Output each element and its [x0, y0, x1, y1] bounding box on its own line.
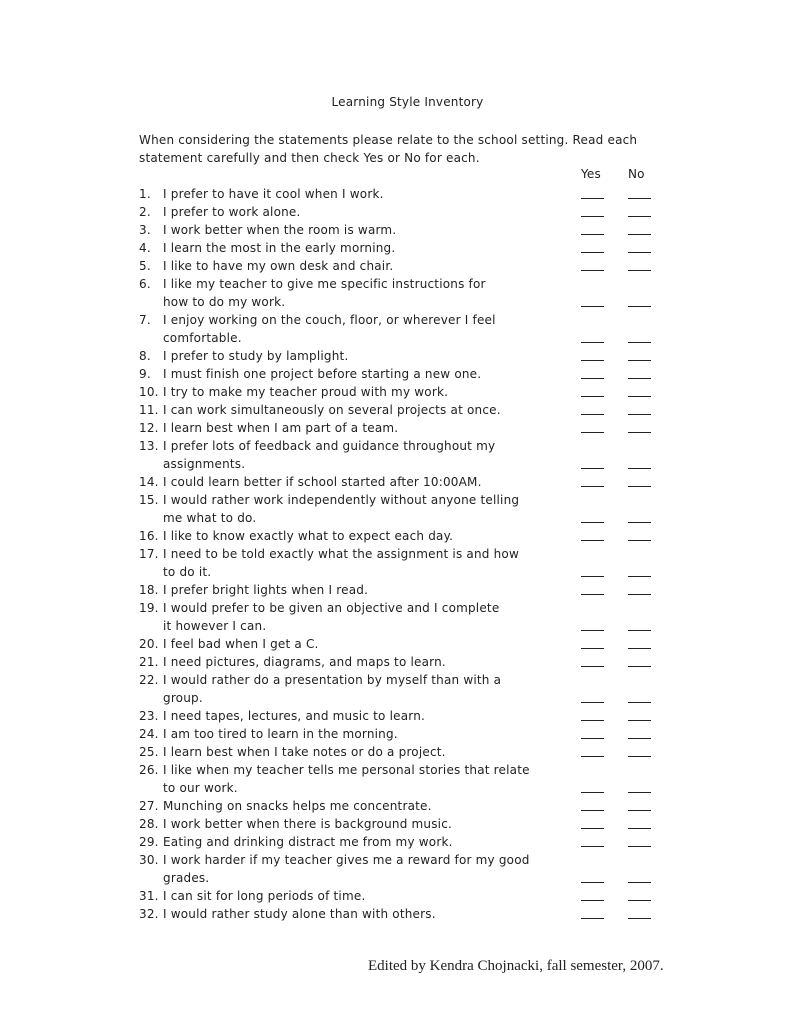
item-statement	[163, 347, 533, 365]
item-number: 4.	[139, 241, 151, 255]
statement-line: comfortable.	[163, 331, 242, 345]
yes-answer-blank[interactable]	[581, 756, 604, 757]
item-number: 27.	[139, 799, 159, 813]
statement-line: I can work simultaneously on several projects at once.	[163, 403, 501, 417]
item-statement	[163, 203, 533, 221]
statement-line: how to do my work.	[163, 295, 286, 309]
item-number: 31.	[139, 889, 159, 903]
statement-line: I like when my teacher tells me personal stories that relate	[163, 763, 530, 777]
item-statement	[163, 545, 533, 581]
yes-answer-blank[interactable]	[581, 900, 604, 901]
statement-line: to our work.	[163, 781, 238, 795]
yes-answer-blank[interactable]	[581, 540, 604, 541]
statement-line: I prefer to study by lamplight.	[163, 349, 349, 363]
yes-answer-blank[interactable]	[581, 522, 604, 523]
item-statement	[163, 761, 533, 797]
inventory-list	[139, 185, 659, 923]
no-answer-blank[interactable]	[628, 810, 651, 811]
inventory-item	[139, 635, 659, 653]
yes-answer-blank[interactable]	[581, 630, 604, 631]
yes-answer-blank[interactable]	[581, 342, 604, 343]
item-statement	[163, 707, 533, 725]
no-answer-blank[interactable]	[628, 342, 651, 343]
item-statement	[163, 419, 533, 437]
item-statement	[163, 671, 533, 707]
yes-answer-blank[interactable]	[581, 360, 604, 361]
statement-line: Munching on snacks helps me concentrate.	[163, 799, 432, 813]
inventory-item	[139, 905, 659, 923]
statement-line: I would rather study alone than with others.	[163, 907, 436, 921]
statement-line: I can sit for long periods of time.	[163, 889, 366, 903]
yes-answer-blank[interactable]	[581, 378, 604, 379]
statement-line: I work better when the room is warm.	[163, 223, 397, 237]
inventory-item	[139, 671, 659, 707]
no-answer-blank[interactable]	[628, 738, 651, 739]
statement-line: I feel bad when I get a C.	[163, 637, 319, 651]
yes-answer-blank[interactable]	[581, 738, 604, 739]
inventory-item	[139, 653, 659, 671]
inventory-item	[139, 725, 659, 743]
yes-answer-blank[interactable]	[581, 576, 604, 577]
no-answer-blank[interactable]	[628, 720, 651, 721]
statement-line: I prefer to work alone.	[163, 205, 301, 219]
inventory-item	[139, 545, 659, 581]
statement-line: assignments.	[163, 457, 246, 471]
yes-answer-blank[interactable]	[581, 414, 604, 415]
statement-line: I would prefer to be given an objective and I complete	[163, 601, 500, 615]
no-answer-blank[interactable]	[628, 594, 651, 595]
no-answer-blank[interactable]	[628, 900, 651, 901]
inventory-item	[139, 581, 659, 599]
inventory-item	[139, 473, 659, 491]
statement-line: Eating and drinking distract me from my work.	[163, 835, 453, 849]
no-answer-blank[interactable]	[628, 270, 651, 271]
no-answer-blank[interactable]	[628, 198, 651, 199]
statement-line: I like my teacher to give me specific instructions for	[163, 277, 486, 291]
inventory-item	[139, 797, 659, 815]
statement-line: I prefer lots of feedback and guidance throughout my	[163, 439, 496, 453]
item-number: 14.	[139, 475, 159, 489]
inventory-item	[139, 347, 659, 365]
statement-line: I must finish one project before starting a new one.	[163, 367, 482, 381]
inventory-item	[139, 275, 659, 311]
no-answer-blank[interactable]	[628, 756, 651, 757]
yes-answer-blank[interactable]	[581, 918, 604, 919]
item-number: 13.	[139, 439, 159, 453]
statement-line: I could learn better if school started after 10:00AM.	[163, 475, 482, 489]
item-number: 19.	[139, 601, 159, 615]
statement-line: I enjoy working on the couch, floor, or wherever I feel	[163, 313, 496, 327]
inventory-item	[139, 221, 659, 239]
footer-credit: Edited by Kendra Chojnacki, fall semester, 2007.	[368, 958, 664, 974]
inventory-item	[139, 185, 659, 203]
item-number: 18.	[139, 583, 159, 597]
item-statement	[163, 473, 533, 491]
item-statement	[163, 275, 533, 311]
inventory-item	[139, 707, 659, 725]
item-statement	[163, 239, 533, 257]
item-statement	[163, 401, 533, 419]
no-answer-blank[interactable]	[628, 234, 651, 235]
no-answer-blank[interactable]	[628, 576, 651, 577]
no-answer-blank[interactable]	[628, 792, 651, 793]
inventory-item	[139, 401, 659, 419]
yes-answer-blank[interactable]	[581, 720, 604, 721]
item-number: 29.	[139, 835, 159, 849]
page-title: Learning Style Inventory	[331, 95, 484, 109]
item-statement	[163, 887, 533, 905]
yes-answer-blank[interactable]	[581, 306, 604, 307]
instructions-paragraph: When considering the statements please relate to the school setting. Read each statement carefully and then check Yes or No for each.	[139, 133, 638, 165]
yes-answer-blank[interactable]	[581, 846, 604, 847]
item-statement	[163, 743, 533, 761]
statement-line: me what to do.	[163, 511, 257, 525]
inventory-item	[139, 761, 659, 797]
no-answer-blank[interactable]	[628, 486, 651, 487]
item-statement	[163, 833, 533, 851]
item-number: 12.	[139, 421, 159, 435]
inventory-item	[139, 599, 659, 635]
statement-line: I work harder if my teacher gives me a reward for my good	[163, 853, 530, 867]
item-number: 3.	[139, 223, 151, 237]
inventory-item	[139, 203, 659, 221]
inventory-item	[139, 311, 659, 347]
inventory-item	[139, 257, 659, 275]
item-number: 20.	[139, 637, 159, 651]
item-statement	[163, 581, 533, 599]
no-answer-blank[interactable]	[628, 306, 651, 307]
inventory-item	[139, 833, 659, 851]
no-answer-blank[interactable]	[628, 702, 651, 703]
item-statement	[163, 851, 533, 887]
item-number: 11.	[139, 403, 159, 417]
no-answer-blank[interactable]	[628, 396, 651, 397]
yes-answer-blank[interactable]	[581, 396, 604, 397]
yes-answer-blank[interactable]	[581, 432, 604, 433]
inventory-item	[139, 239, 659, 257]
item-number: 10.	[139, 385, 159, 399]
no-answer-blank[interactable]	[628, 216, 651, 217]
item-number: 32.	[139, 907, 159, 921]
statement-line: it however I can.	[163, 619, 267, 633]
no-answer-blank[interactable]	[628, 918, 651, 919]
yes-column-header: Yes	[581, 167, 601, 181]
item-number: 23.	[139, 709, 159, 723]
no-answer-blank[interactable]	[628, 378, 651, 379]
item-statement	[163, 635, 533, 653]
statement-line: I try to make my teacher proud with my work.	[163, 385, 449, 399]
item-number: 26.	[139, 763, 159, 777]
inventory-item	[139, 743, 659, 761]
inventory-item	[139, 815, 659, 833]
item-statement	[163, 383, 533, 401]
statement-line: I prefer to have it cool when I work.	[163, 187, 384, 201]
statement-line: I would rather work independently without anyone telling	[163, 493, 520, 507]
statement-line: I prefer bright lights when I read.	[163, 583, 369, 597]
no-answer-blank[interactable]	[628, 540, 651, 541]
yes-answer-blank[interactable]	[581, 702, 604, 703]
no-column-header: No	[628, 167, 645, 181]
no-answer-blank[interactable]	[628, 648, 651, 649]
inventory-item	[139, 437, 659, 473]
yes-answer-blank[interactable]	[581, 234, 604, 235]
no-answer-blank[interactable]	[628, 468, 651, 469]
statement-line: I learn best when I am part of a team.	[163, 421, 399, 435]
item-statement	[163, 815, 533, 833]
statement-line: I like to know exactly what to expect each day.	[163, 529, 454, 543]
item-number: 7.	[139, 313, 151, 327]
yes-answer-blank[interactable]	[581, 792, 604, 793]
item-number: 24.	[139, 727, 159, 741]
item-statement	[163, 725, 533, 743]
statement-line: I need pictures, diagrams, and maps to learn.	[163, 655, 446, 669]
statement-line: group.	[163, 691, 203, 705]
inventory-item	[139, 491, 659, 527]
statement-line: I learn best when I take notes or do a project.	[163, 745, 446, 759]
no-answer-blank[interactable]	[628, 360, 651, 361]
inventory-item	[139, 527, 659, 545]
item-number: 2.	[139, 205, 151, 219]
no-answer-blank[interactable]	[628, 252, 651, 253]
yes-answer-blank[interactable]	[581, 468, 604, 469]
statement-line: grades.	[163, 871, 210, 885]
yes-answer-blank[interactable]	[581, 252, 604, 253]
inventory-item	[139, 365, 659, 383]
inventory-item	[139, 887, 659, 905]
no-answer-blank[interactable]	[628, 828, 651, 829]
statement-line: I learn the most in the early morning.	[163, 241, 396, 255]
item-statement	[163, 365, 533, 383]
yes-answer-blank[interactable]	[581, 198, 604, 199]
item-number: 1.	[139, 187, 151, 201]
yes-answer-blank[interactable]	[581, 882, 604, 883]
item-statement	[163, 311, 533, 347]
statement-line: I need tapes, lectures, and music to learn.	[163, 709, 426, 723]
item-number: 6.	[139, 277, 151, 291]
item-statement	[163, 491, 533, 527]
statement-line: I am too tired to learn in the morning.	[163, 727, 398, 741]
item-number: 21.	[139, 655, 159, 669]
statement-line: I work better when there is background music.	[163, 817, 453, 831]
item-statement	[163, 797, 533, 815]
yes-answer-blank[interactable]	[581, 270, 604, 271]
yes-answer-blank[interactable]	[581, 810, 604, 811]
no-answer-blank[interactable]	[628, 414, 651, 415]
inventory-item	[139, 383, 659, 401]
inventory-item	[139, 419, 659, 437]
item-statement	[163, 437, 533, 473]
yes-answer-blank[interactable]	[581, 666, 604, 667]
yes-answer-blank[interactable]	[581, 486, 604, 487]
yes-answer-blank[interactable]	[581, 594, 604, 595]
statement-line: to do it.	[163, 565, 212, 579]
item-number: 15.	[139, 493, 159, 507]
item-number: 16.	[139, 529, 159, 543]
item-number: 5.	[139, 259, 151, 273]
item-statement	[163, 653, 533, 671]
item-number: 28.	[139, 817, 159, 831]
no-answer-blank[interactable]	[628, 630, 651, 631]
item-statement	[163, 257, 533, 275]
item-number: 22.	[139, 673, 159, 687]
no-answer-blank[interactable]	[628, 522, 651, 523]
yes-answer-blank[interactable]	[581, 648, 604, 649]
item-statement	[163, 905, 533, 923]
statement-line: I would rather do a presentation by myself than with a	[163, 673, 502, 687]
no-answer-blank[interactable]	[628, 432, 651, 433]
yes-answer-blank[interactable]	[581, 828, 604, 829]
statement-line: I like to have my own desk and chair.	[163, 259, 394, 273]
no-answer-blank[interactable]	[628, 882, 651, 883]
inventory-item	[139, 851, 659, 887]
item-number: 30.	[139, 853, 159, 867]
statement-line: I need to be told exactly what the assignment is and how	[163, 547, 519, 561]
item-number: 9.	[139, 367, 151, 381]
item-statement	[163, 599, 533, 635]
item-statement	[163, 221, 533, 239]
yes-answer-blank[interactable]	[581, 216, 604, 217]
item-number: 25.	[139, 745, 159, 759]
item-number: 17.	[139, 547, 159, 561]
no-answer-blank[interactable]	[628, 666, 651, 667]
item-statement	[163, 527, 533, 545]
item-statement	[163, 185, 533, 203]
item-number: 8.	[139, 349, 151, 363]
no-answer-blank[interactable]	[628, 846, 651, 847]
